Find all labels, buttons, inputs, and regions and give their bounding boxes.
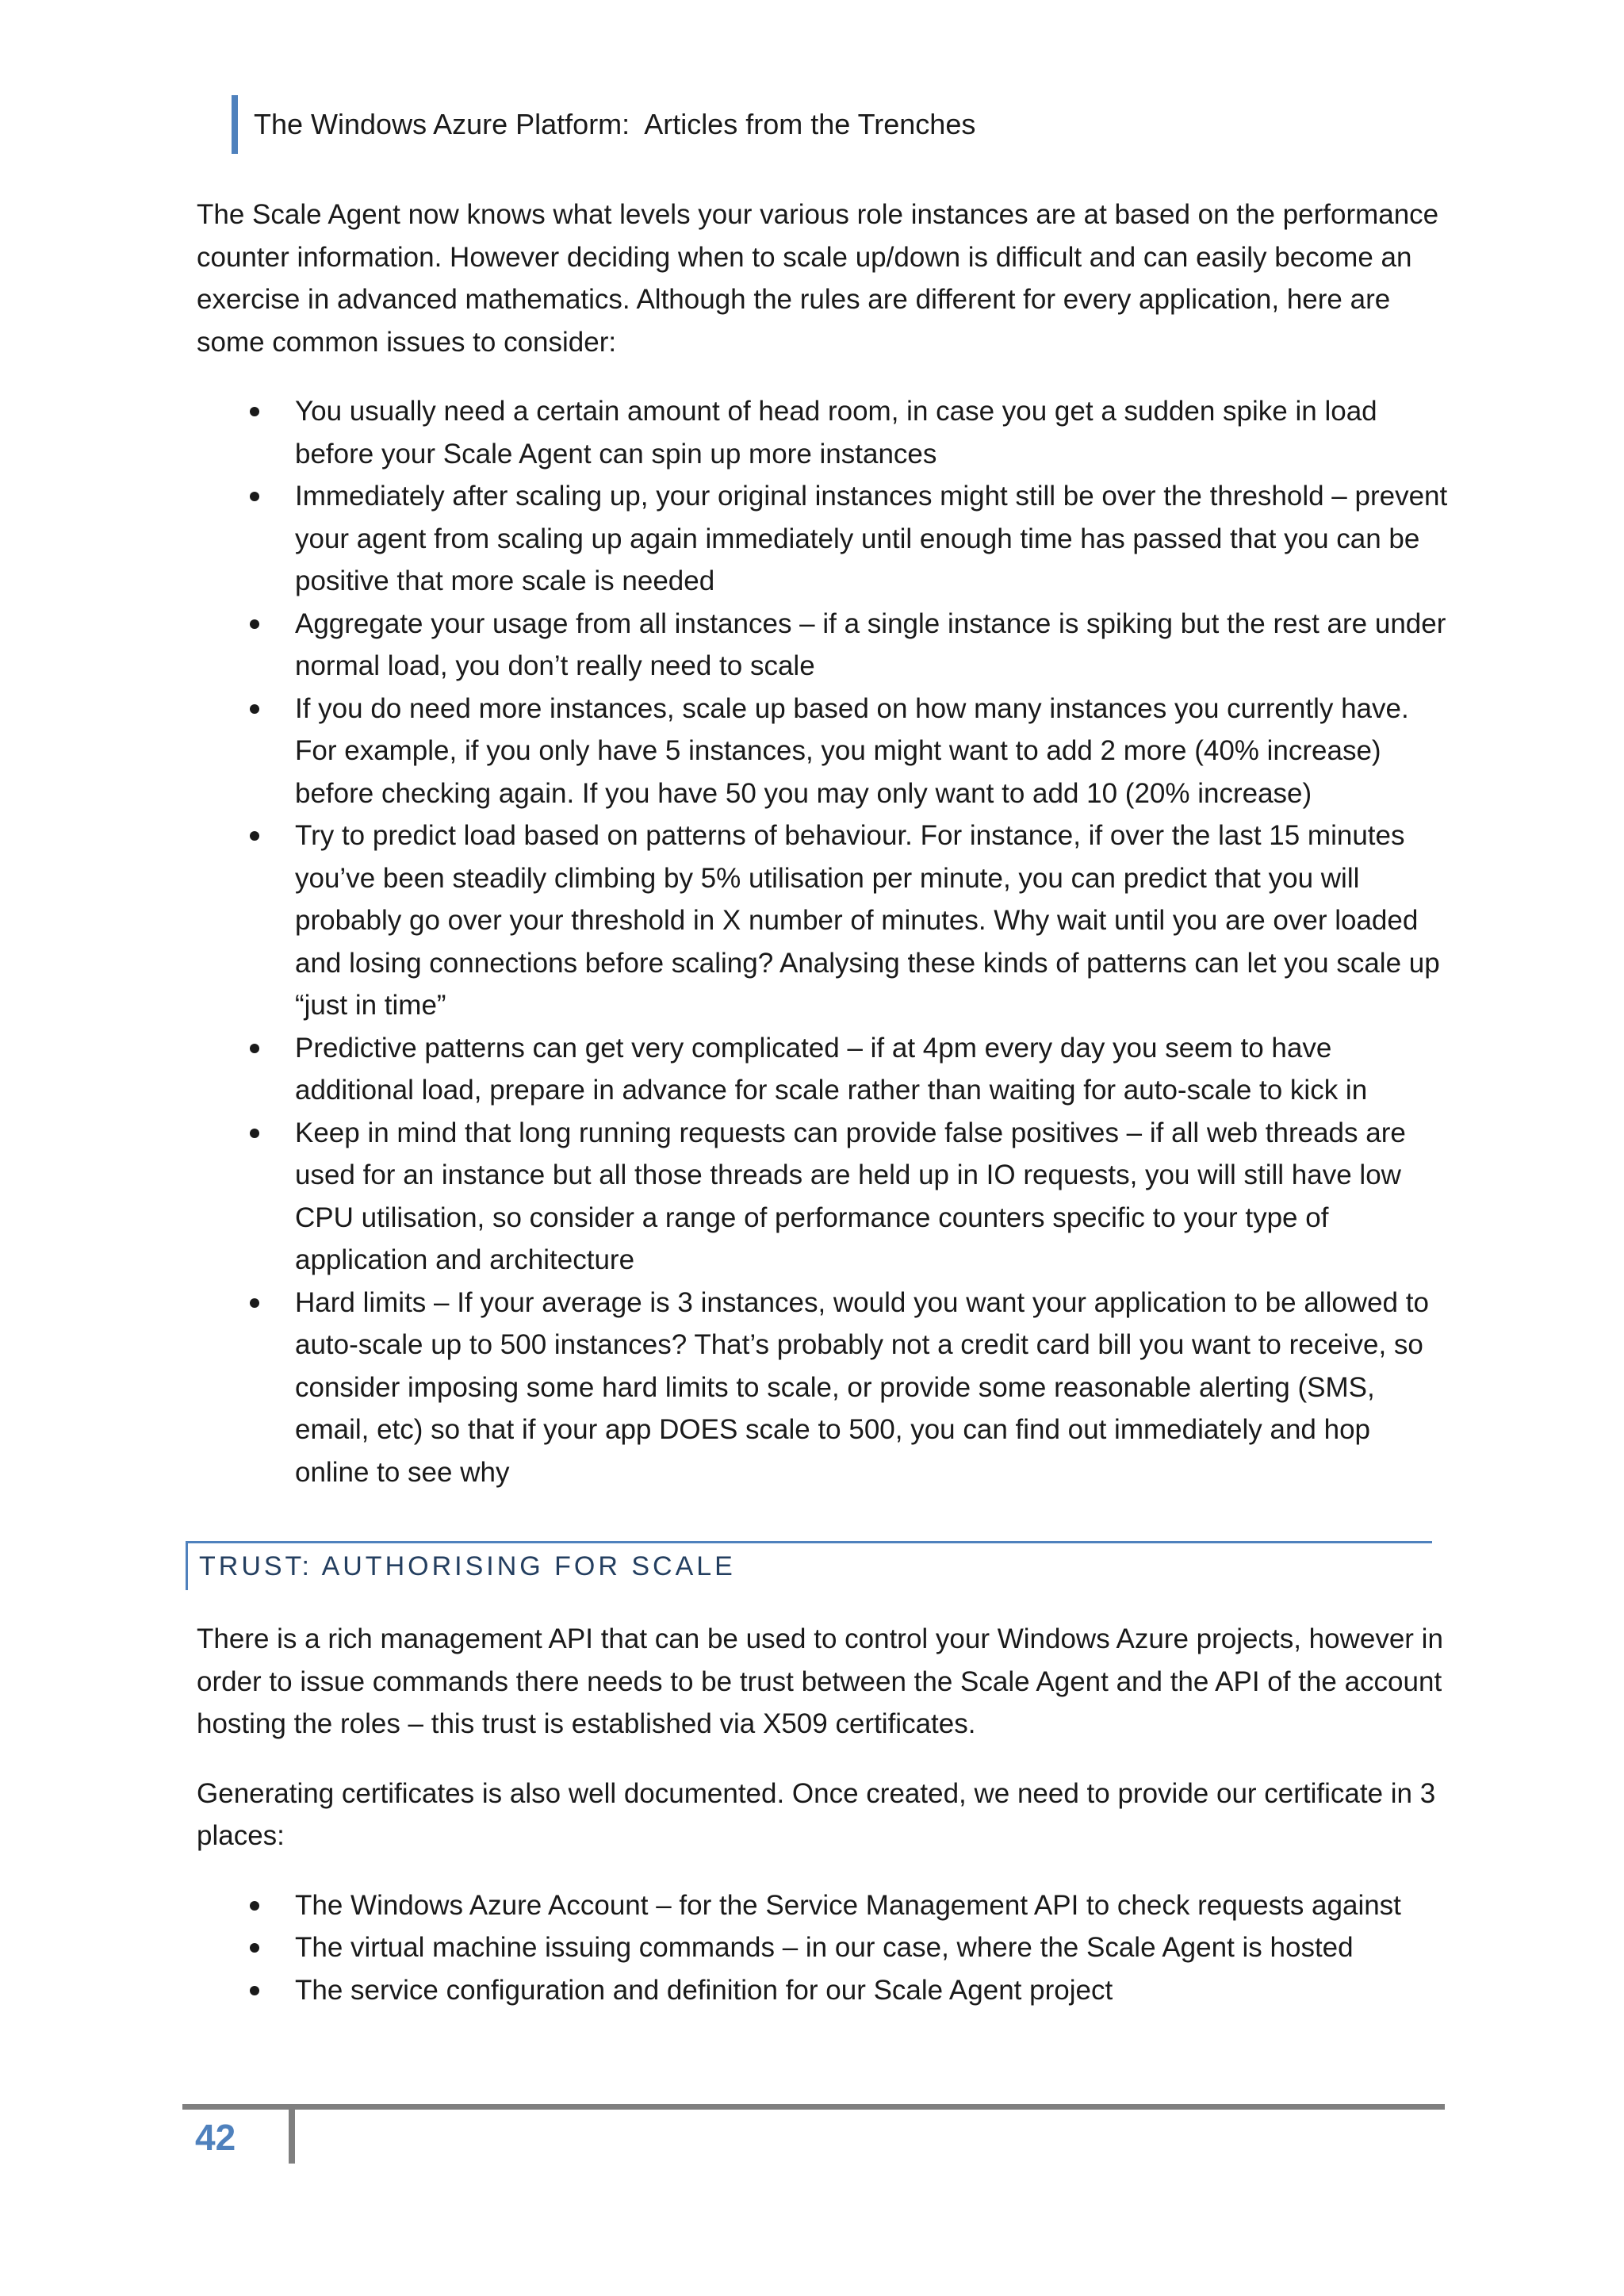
list-item-text: Aggregate your usage from all instances – if a single instance is spiking but the rest are under normal load, you don’t really need to scale	[295, 608, 1446, 681]
certificate-places-list	[197, 1884, 1450, 2012]
page-number: 42	[195, 2117, 236, 2158]
list-item	[197, 603, 1450, 688]
list-item-text: The virtual machine issuing commands – in our case, where the Scale Agent is hosted	[295, 1932, 1354, 1963]
considerations-list	[197, 390, 1450, 1493]
list-item-text: Immediately after scaling up, your original instances might still be over the threshold – prevent your agent from scaling up again immediately until enough time has passed that you can be positive that more scale is needed	[295, 481, 1448, 596]
main-content	[197, 194, 1450, 1493]
list-item	[197, 1926, 1450, 1969]
footer-divider	[289, 2110, 295, 2164]
bullet-icon	[250, 1901, 259, 1911]
bullet-icon	[250, 1986, 259, 1995]
section-content	[197, 1618, 1450, 2011]
running-header	[232, 95, 975, 154]
bullet-icon	[250, 407, 259, 416]
list-item-text: The service configuration and definition for our Scale Agent project	[295, 1974, 1113, 2006]
list-item	[197, 815, 1450, 1027]
section-heading-text: TRUST: AUTHORISING FOR SCALE	[199, 1551, 736, 1581]
bullet-icon	[250, 492, 259, 501]
intro-paragraph: The Scale Agent now knows what levels your various role instances are at based on the performance counter information. However deciding when to scale up/down is difficult and can easily become an exercise in advanced mathematics. Although the rules are different for every application, here are some common issues to consider:	[197, 199, 1439, 358]
bullet-icon	[250, 704, 259, 714]
list-item-text: If you do need more instances, scale up based on how many instances you currently have. For example, if you only have 5 instances, you might want to add 2 more (40% increase) before checking again. If you have 50 you may only want to add 10 (20% increase)	[295, 692, 1409, 809]
list-item	[197, 1027, 1450, 1112]
list-item	[197, 1884, 1450, 1927]
bullet-icon	[250, 1298, 259, 1308]
bullet-icon	[250, 1044, 259, 1053]
list-item	[197, 1969, 1450, 2012]
list-item-text: Hard limits – If your average is 3 instances, would you want your application to be allowed to auto-scale up to 500 instances? That’s probably not a credit card bill you want to receive, so consider imposing some hard limits to scale, or provide some reasonable alerting (SMS, email, etc) so that if your app DOES scale to 500, you can find out immediately and hop online to see why	[295, 1286, 1429, 1488]
footer-rule	[182, 2104, 1445, 2110]
bullet-icon	[250, 831, 259, 841]
bullet-icon	[250, 1943, 259, 1953]
running-header-title: The Windows Azure Platform: Articles from the Trenches	[254, 108, 976, 140]
list-item-text: You usually need a certain amount of head room, in case you get a sudden spike in load before your Scale Agent can spin up more instances	[295, 396, 1377, 470]
list-item-text: The Windows Azure Account – for the Service Management API to check requests against	[295, 1889, 1401, 1921]
list-item-text: Predictive patterns can get very complicated – if at 4pm every day you seem to have additional load, prepare in advance for scale rather than waiting for auto-scale to kick in	[295, 1032, 1368, 1106]
list-item-text: Keep in mind that long running requests can provide false positives – if all web threads are used for an instance but all those threads are held up in IO requests, you will still have low CPU utilisation, so consider a range of performance counters specific to your type of application and architecture	[295, 1117, 1406, 1275]
list-item	[197, 1282, 1450, 1494]
bullet-icon	[250, 619, 259, 629]
list-item	[197, 1112, 1450, 1282]
section-paragraph-1: There is a rich management API that can be used to control your Windows Azure projects, however in order to issue commands there needs to be trust between the Scale Agent and the API of the account hosting the roles – this trust is established via X509 certificates.	[197, 1623, 1443, 1739]
list-item-text: Try to predict load based on patterns of behaviour. For instance, if over the last 15 minutes you’ve been steadily climbing by 5% utilisation per minute, you can predict that you will probably go over your threshold in X number of minutes. Why wait until you are over loaded and losing connections before scaling? Analysing these kinds of patterns can let you scale up “just in time”	[295, 820, 1440, 1021]
section-heading	[186, 1541, 1432, 1590]
list-item	[197, 475, 1450, 603]
section-paragraph-2: Generating certificates is also well documented. Once created, we need to provide our certificate in 3 places:	[197, 1777, 1436, 1851]
list-item	[197, 688, 1450, 815]
list-item	[197, 390, 1450, 475]
bullet-icon	[250, 1129, 259, 1138]
